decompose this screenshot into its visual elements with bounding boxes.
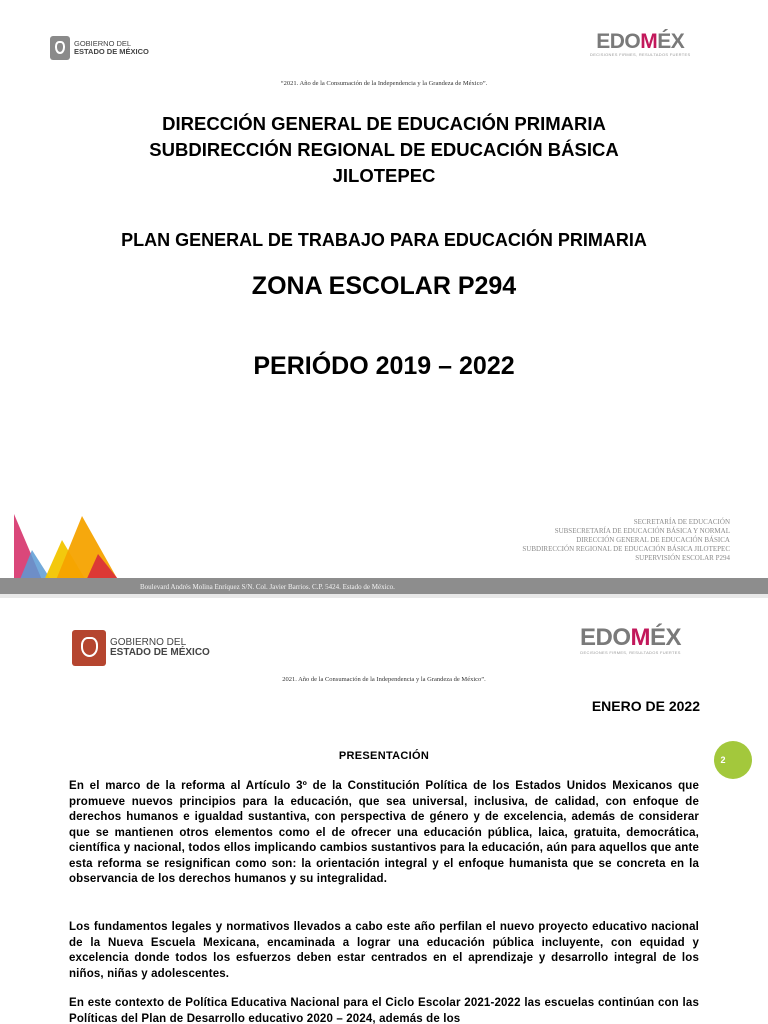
body-paragraph: En este contexto de Política Educativa Nacional para el Ciclo Escolar 2021-2022 las escuelas continúan con las Políticas del Plan de Desarrollo educativo 2020 – 2024, además de los <box>69 997 699 1024</box>
institution-line: SUBDIRECCIÓN REGIONAL DE EDUCACIÓN BÁSICA JILOTEPEC <box>522 545 730 553</box>
state-seal-icon <box>72 630 106 666</box>
title-line: DIRECCIÓN GENERAL DE EDUCACIÓN PRIMARIA <box>162 113 606 134</box>
title-line: JILOTEPEC <box>332 165 436 186</box>
zone-title: ZONA ESCOLAR P294 <box>251 272 517 300</box>
edomex-brand-m: M <box>640 30 658 53</box>
edomex-tagline: DECISIONES FIRMES, RESULTADOS FUERTES <box>590 52 691 57</box>
gov-logo-line1: GOBIERNO DEL <box>74 39 132 49</box>
body-paragraph: En el marco de la reforma al Artículo 3º de la Constitución Política de los Estados Unidos Mexicanos que promueve nuevos principios para la educación, que sea universal, inclusiva, de calidad, con enfoque de derechos humanos e igualdad sustantiva, con perspectiva de género y de excelencia, además de considerar que se mantienen otros elementos como el de ofrecer una educación pública, laica, gratuita, democrática, científica y nacional, todos ellos implicando cambios sustantivos para la educación, aún para aquellos que ante esta reforma se resignifican como son: la orientación integral y el enfoque humanista que se concreta en la observancia de los derechos humanos y su integralidad. <box>69 780 699 885</box>
edomex-brand-suffix: ÉX <box>650 624 682 651</box>
plan-title: PLAN GENERAL DE TRABAJO PARA EDUCACIÓN PRIMARIA <box>121 230 647 250</box>
institution-line: SUPERVISIÓN ESCOLAR P294 <box>635 554 730 562</box>
section-title: PRESENTACIÓN <box>338 750 430 762</box>
gov-estado-mexico-logo <box>50 36 149 60</box>
institution-footer <box>522 518 730 563</box>
edomex-logo <box>590 30 690 57</box>
period-title: PERIÓDO 2019 – 2022 <box>253 352 515 380</box>
edomex-brand-prefix: EDO <box>596 30 641 53</box>
title-block <box>0 111 768 189</box>
edomex-brand-suffix: ÉX <box>657 30 685 53</box>
edomex-tagline: DECISIONES FIRMES, RESULTADOS FUERTES <box>580 650 681 655</box>
institution-line: DIRECCIÓN GENERAL DE EDUCACIÓN BÁSICA <box>576 536 730 544</box>
institution-line: SECRETARÍA DE EDUCACIÓN <box>633 518 730 526</box>
page-number-badge: 2 <box>714 741 752 779</box>
edomex-logo <box>580 624 681 655</box>
year-motto: “2021. Año de la Consumación de la Independencia y la Grandeza de México”. <box>280 80 488 87</box>
gov-logo-line1: GOBIERNO DEL <box>110 636 187 648</box>
gov-estado-mexico-logo <box>72 630 210 666</box>
edomex-brand-m: M <box>630 624 651 651</box>
address-text: Boulevard Andrés Molina Enríquez S/N. Col. Javier Barrios. C.P. 5424. Estado de México. <box>140 583 395 591</box>
body-paragraph: Los fundamentos legales y normativos llevados a cabo este año perfilan el nuevo proyecto educativo nacional de la Nueva Escuela Mexicana, encaminada a lograr una educación pública incluyente, con equidad y excelencia donde todos los esfuerzos deben estar centrados en el aprendizaje y desarrollo integral de los niños, niñas y adolescentes. <box>69 921 699 980</box>
institution-line: SUBSECRETARÍA DE EDUCACIÓN BÁSICA Y NORMAL <box>554 527 730 535</box>
gov-logo-line2: ESTADO DE MÉXICO <box>74 47 149 56</box>
edomex-brand-prefix: EDO <box>580 624 631 651</box>
document-page-2 <box>0 598 768 1024</box>
state-seal-icon <box>50 36 70 60</box>
year-motto: 2021. Año de la Consumación de la Independencia y la Grandeza de México”. <box>282 676 486 683</box>
gov-logo-line2: ESTADO DE MÉXICO <box>110 647 210 658</box>
document-date: ENERO DE 2022 <box>591 698 700 714</box>
title-line: SUBDIRECCIÓN REGIONAL DE EDUCACIÓN BÁSICA <box>149 139 619 160</box>
